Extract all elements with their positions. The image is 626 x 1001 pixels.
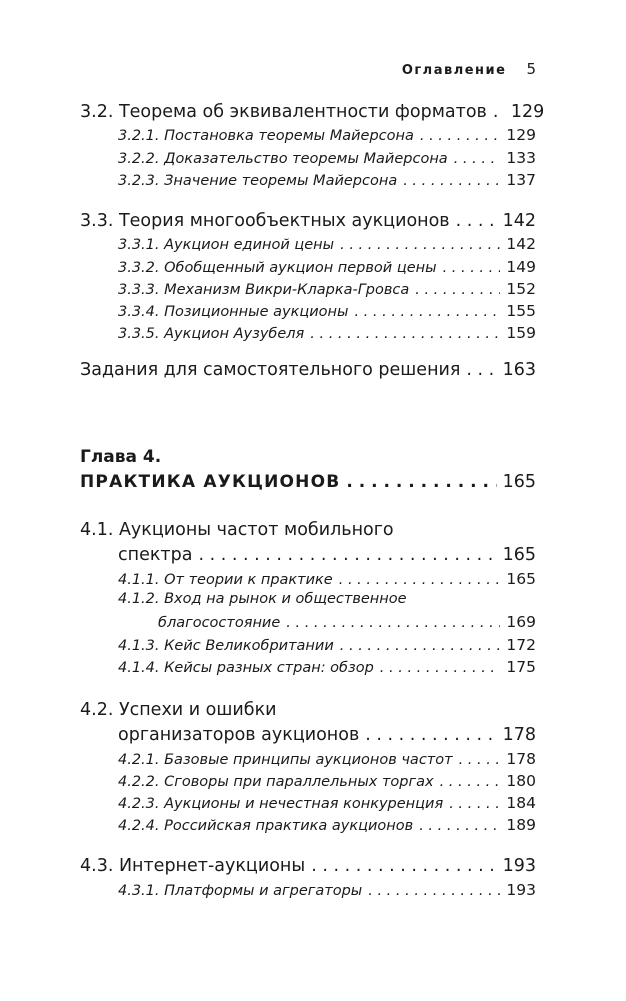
toc-entry-4-2-3 [118,794,536,812]
toc-entry-3-3-4 [118,302,536,320]
toc-entry-4-2-4 [118,816,536,834]
toc-entry-3-3-1 [118,235,536,253]
leader-dots [346,472,496,492]
toc-entry-page: 163 [502,360,536,380]
leader-dots [459,752,501,768]
toc-entry-page: 159 [506,324,536,342]
toc-entry-label: 4.2.3. Аукционы и нечестная конкуренция [118,796,444,812]
toc-entry-4-1-2 [158,613,536,631]
toc-entry-4-2-2 [118,772,536,790]
running-head-title: Оглавление [401,63,507,78]
leader-dots [454,151,501,167]
toc-entry-page: 165 [506,570,536,588]
toc-entry-label: 3.2.1. Постановка теоремы Майерсона [118,128,414,144]
leader-dots [493,102,505,122]
toc-entry-page: 142 [502,211,536,231]
leader-dots [466,360,496,380]
toc-entry-label: 3.3.4. Позиционные аукционы [118,304,349,320]
toc-entry-4-1-2-line1: 4.1.2. Вход на рынок и общественное [118,591,407,607]
toc-entry-label: 3.2.3. Значение теоремы Майерсона [118,173,398,189]
toc-entry-page: 178 [502,725,536,745]
toc-entry-label: 3.2. Теорема об эквивалентности форматов [80,102,487,122]
toc-entry-page: 137 [506,171,536,189]
toc-entry-label: 3.3.3. Механизм Викри-Кларка-Гровса [118,282,410,298]
toc-entry-3-2-3 [118,171,536,189]
toc-entry-page: 165 [502,545,536,565]
chapter-title: ПРАКТИКА АУКЦИОНОВ [80,472,341,492]
toc-entry-page: 175 [506,658,536,676]
toc-entry-4-1-1 [118,570,536,588]
toc-entry-label: спектра [118,545,193,565]
toc-entry-3-3-2 [118,258,536,276]
toc-entry-page: 172 [506,636,536,654]
toc-entry-3-2 [80,102,545,122]
toc-entry-page: 155 [506,302,536,320]
toc-entry-page: 193 [506,881,536,899]
leader-dots [368,883,500,899]
leader-dots [419,818,500,834]
toc-entry-4-3-1 [118,881,536,899]
leader-dots [340,237,500,253]
leader-dots [311,856,496,876]
toc-entry-label: 4.1.1. От теории к практике [118,572,333,588]
toc-entry-label: 4.2.2. Сговоры при параллельных торгах [118,774,434,790]
toc-entry-label: 3.3. Теория многообъектных аукционов [80,211,450,231]
toc-entry-label: 3.3.1. Аукцион единой цены [118,237,335,253]
toc-entry-label: 4.1.3. Кейс Великобритании [118,638,334,654]
toc-entry-3-3-3 [118,280,536,298]
toc-entry-4-3 [80,856,536,876]
toc-entry-label: 4.2.4. Российская практика аукционов [118,818,414,834]
leader-dots [403,173,500,189]
leader-dots [380,660,501,676]
leader-dots [310,326,500,342]
toc-entry-page: 129 [510,102,545,122]
toc-entry-page: 149 [506,258,536,276]
toc-entry-label: 3.2.2. Доказательство теоремы Майерсона [118,151,448,167]
toc-entry-label: 4.3.1. Платформы и агрегаторы [118,883,363,899]
toc-entry-page: 165 [502,472,536,492]
toc-entry-page: 180 [506,772,536,790]
toc-entry-3-3-5 [118,324,536,342]
leader-dots [440,774,501,790]
toc-entry-4-1-line1: 4.1. Аукционы частот мобильного [80,520,394,540]
leader-dots [340,638,501,654]
leader-dots [443,260,501,276]
leader-dots [198,545,496,565]
toc-entry-label: Задания для самостоятельного решения [80,360,461,380]
toc-entry-page: 133 [506,149,536,167]
toc-entry-4-1 [118,545,536,565]
toc-entry-tasks [80,360,536,380]
toc-entry-3-3 [80,211,536,231]
toc-entry-page: 193 [502,856,536,876]
toc-entry-3-2-2 [118,149,536,167]
leader-dots [415,282,500,298]
toc-entry-4-2-line1: 4.2. Успехи и ошибки [80,700,277,720]
toc-entry-label: благосостояние [158,615,281,631]
toc-entry-page: 169 [506,613,536,631]
toc-entry-label: 4.1.4. Кейсы разных стран: обзор [118,660,374,676]
toc-entry-page: 129 [506,126,536,144]
leader-dots [354,304,500,320]
toc-entry-label: организаторов аукционов [118,725,360,745]
leader-dots [339,572,501,588]
leader-dots [420,128,501,144]
page-number: 5 [526,60,536,78]
toc-entry-4-2-1 [118,750,536,768]
toc-entry-page: 184 [506,794,536,812]
toc-entry-page: 142 [506,235,536,253]
toc-entry-4-2 [118,725,536,745]
toc-entry-label: 3.3.5. Аукцион Аузубеля [118,326,305,342]
leader-dots [449,796,500,812]
toc-entry-page: 189 [506,816,536,834]
leader-dots [456,211,497,231]
toc-entry-chapter-4 [80,472,536,492]
toc-entry-3-2-1 [118,126,536,144]
toc-entry-page: 152 [506,280,536,298]
toc-entry-label: 4.2.1. Базовые принципы аукционов частот [118,752,453,768]
toc-entry-label: 4.3. Интернет-аукционы [80,856,306,876]
leader-dots [286,615,500,631]
chapter-label: Глава 4. [80,447,162,467]
toc-entry-4-1-4 [118,658,536,676]
leader-dots [365,725,496,745]
toc-entry-4-1-3 [118,636,536,654]
toc-entry-label: 3.3.2. Обобщенный аукцион первой цены [118,260,437,276]
toc-entry-page: 178 [506,750,536,768]
